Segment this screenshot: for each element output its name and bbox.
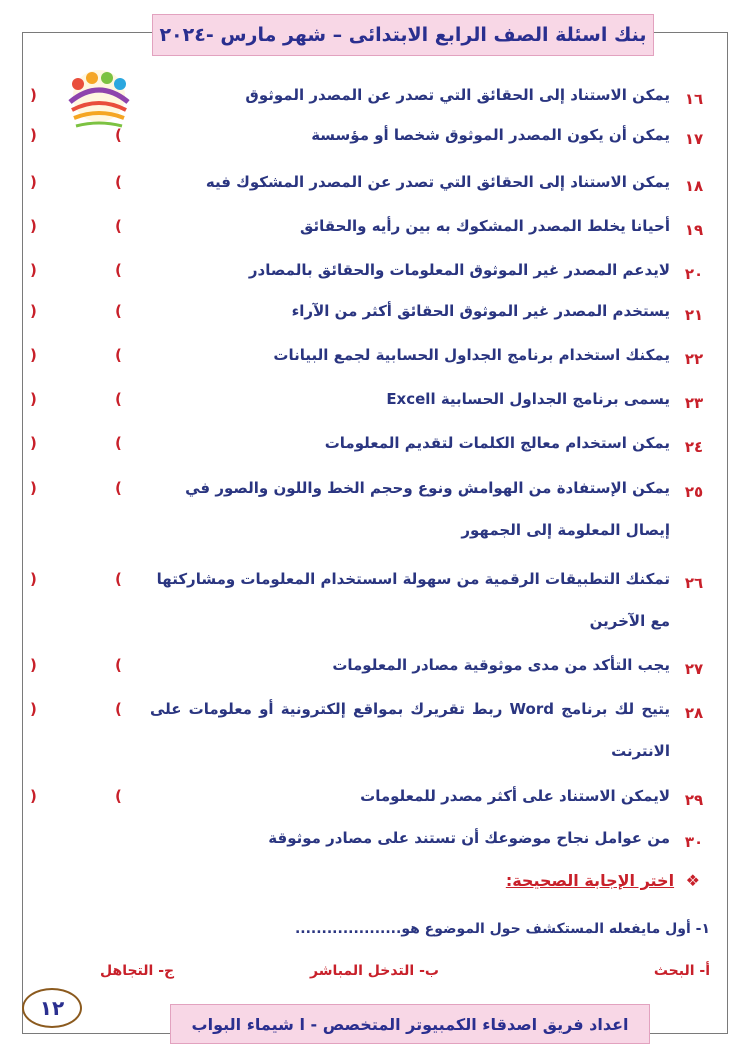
answer-paren-close: ) xyxy=(30,261,37,279)
answer-paren-open: ( xyxy=(115,570,122,588)
question-row xyxy=(0,126,750,156)
question-number: ١٦ xyxy=(684,90,704,108)
question-row xyxy=(0,829,750,859)
answer-paren-open: ( xyxy=(115,390,122,408)
answer-paren-close: ) xyxy=(30,434,37,452)
question-text: لايمكن الاستناد على أكثر مصدر للمعلومات xyxy=(360,787,670,805)
answer-paren-close: ) xyxy=(30,700,37,718)
question-number: ٢٢ xyxy=(684,350,704,368)
section-heading xyxy=(506,871,700,890)
question-text: يتيح لك برنامج Word ربط تقريرك بمواقع إلكترونية أو معلومات على الانترنت xyxy=(150,700,671,760)
question-row xyxy=(0,261,750,291)
question-text: يمكن استخدام معالج الكلمات لتقديم المعلومات xyxy=(324,434,670,452)
question-text: لايدعم المصدر غير الموثوق المعلومات والحقائق بالمصادر xyxy=(248,261,670,279)
question-number: ٢٠ xyxy=(684,265,704,283)
question-row xyxy=(0,700,750,780)
page-number: ١٢ xyxy=(22,988,82,1028)
question-number: ١٧ xyxy=(684,130,704,148)
question-row xyxy=(0,656,750,686)
page-title: بنك اسئلة الصف الرابع الابتدائى – شهر مارس -٢٠٢٤ xyxy=(152,14,654,56)
question-number: ٢٩ xyxy=(684,791,704,809)
diamond-bullet-icon: ❖ xyxy=(685,871,700,890)
answer-paren-open: ( xyxy=(115,434,122,452)
question-text: من عوامل نجاح موضوعك أن تستند على مصادر موثوقة xyxy=(268,829,670,847)
answer-paren-open: ( xyxy=(115,787,122,805)
answer-paren-open: ( xyxy=(115,217,122,235)
question-text: يمكن الاستناد إلى الحقائق التي تصدر عن المصدر المشكوك فيه xyxy=(205,173,670,191)
question-text: يمكن الاستناد إلى الحقائق التي تصدر عن المصدر الموثوق xyxy=(245,86,670,104)
answer-paren-close: ) xyxy=(30,656,37,674)
question-text: يمكنك استخدام برنامج الجداول الحسابية لجمع البيانات xyxy=(273,346,670,364)
mcq-option-a: أ- البحث xyxy=(653,963,710,979)
question-number: ١٨ xyxy=(684,177,704,195)
answer-paren-open: ( xyxy=(115,700,122,718)
question-number: ٢٦ xyxy=(684,574,704,592)
question-row xyxy=(0,390,750,420)
question-text: تمكنك التطبيقات الرقمية من سهولة اسستخدام المعلومات ومشاركتها مع الآخرين xyxy=(156,570,670,630)
section-title: اختر الإجابة الصحيحة: xyxy=(505,871,675,890)
question-number: ٢١ xyxy=(684,306,704,324)
question-row xyxy=(0,570,750,650)
question-row xyxy=(0,173,750,203)
answer-paren-open: ( xyxy=(115,261,122,279)
question-text: يجب التأكد من مدى موثوقية مصادر المعلومات xyxy=(332,656,670,674)
question-number: ٢٨ xyxy=(684,704,704,722)
question-number: ٢٤ xyxy=(684,438,704,456)
question-text: يسمى برنامج الجداول الحسابية Excell xyxy=(386,390,670,408)
question-text: أحيانا يخلط المصدر المشكوك به بين رأيه والحقائق xyxy=(299,217,670,235)
answer-paren-close: ) xyxy=(30,390,37,408)
answer-paren-close: ) xyxy=(30,570,37,588)
question-row xyxy=(0,302,750,332)
answer-paren-open: ( xyxy=(115,656,122,674)
question-text: يمكن أن يكون المصدر الموثوق شخصا أو مؤسسة xyxy=(311,126,670,144)
mcq-option-b: ب- التدخل المباشر xyxy=(310,963,439,979)
answer-paren-open: ( xyxy=(115,126,122,144)
question-number: ٣٠ xyxy=(684,833,704,851)
question-row xyxy=(0,217,750,247)
answer-paren-open: ( xyxy=(115,479,122,497)
answer-paren-close: ) xyxy=(30,302,37,320)
mcq-option-c: ج- التجاهل xyxy=(100,963,175,979)
footer-banner: اعداد فريق اصدقاء الكمبيوتر المتخصص - ا شيماء البواب xyxy=(170,1004,650,1044)
answer-paren-close: ) xyxy=(30,479,37,497)
answer-paren: ) xyxy=(30,86,37,104)
answer-paren-close: ) xyxy=(30,787,37,805)
answer-paren-close: ) xyxy=(30,346,37,364)
mcq-question: ١- أول مايفعله المستكشف حول الموضوع هو.................... xyxy=(294,921,710,937)
answer-paren-open: ( xyxy=(115,302,122,320)
question-text: يستخدم المصدر غير الموثوق الحقائق أكثر من الآراء xyxy=(291,302,670,320)
question-text: يمكن الإستفادة من الهوامش ونوع وحجم الخط واللون والصور في إيصال المعلومة إلى الجمهور xyxy=(185,479,670,539)
question-row xyxy=(0,787,750,817)
question-number: ١٩ xyxy=(684,221,704,239)
question-row xyxy=(0,346,750,376)
answer-paren-close: ) xyxy=(30,217,37,235)
question-row xyxy=(0,86,750,116)
question-number: ٢٥ xyxy=(684,483,704,501)
answer-paren-open: ( xyxy=(115,173,122,191)
question-row xyxy=(0,434,750,464)
question-number: ٢٧ xyxy=(684,660,704,678)
question-row xyxy=(0,479,750,559)
answer-paren-close: ) xyxy=(30,173,37,191)
answer-paren-close: ) xyxy=(30,126,37,144)
question-number: ٢٣ xyxy=(684,394,704,412)
answer-paren-open: ( xyxy=(115,346,122,364)
